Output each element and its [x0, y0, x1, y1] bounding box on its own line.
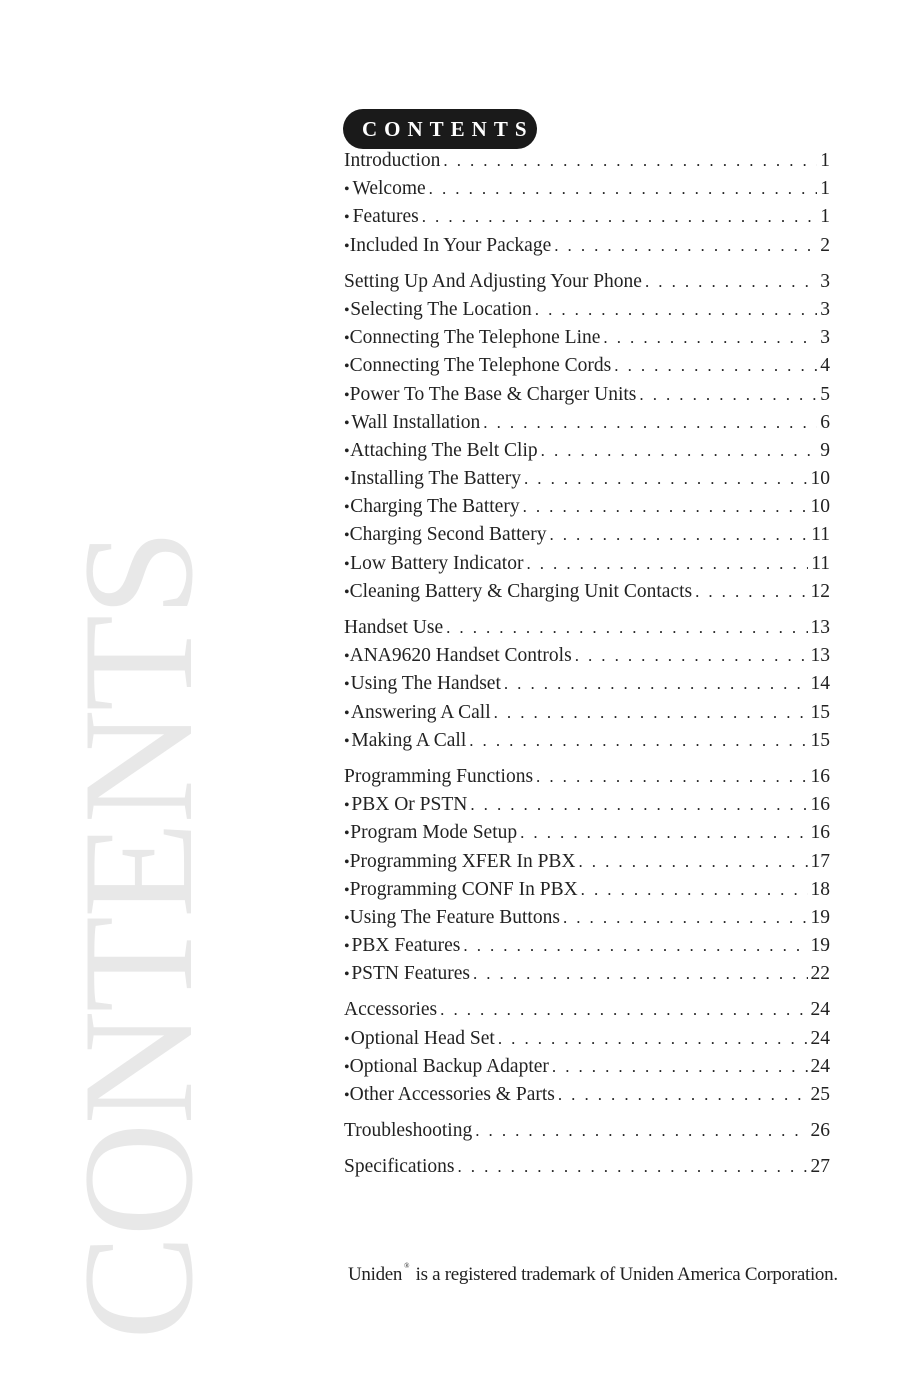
toc-entry-title: Specifications: [344, 1156, 455, 1178]
dot-leader: [457, 1157, 807, 1177]
toc-section: [344, 1120, 830, 1148]
toc-entry-page: 11: [811, 524, 830, 546]
bullet-icon: •: [344, 704, 350, 722]
toc-entry-page: 25: [810, 1084, 830, 1105]
toc-entry-title: Charging The Battery: [350, 496, 520, 518]
dot-leader: [470, 795, 807, 815]
toc-subentry[interactable]: [344, 879, 830, 907]
toc-entry-page: 9: [820, 439, 830, 461]
contents-heading-badge: CONTENTS: [343, 109, 537, 149]
toc-entry-page: 3: [820, 270, 830, 292]
bullet-icon: •: [344, 797, 350, 815]
toc-entry-page: 16: [810, 794, 830, 816]
toc-entry-title: Handset Use: [344, 617, 444, 638]
bullet-icon: •: [344, 209, 350, 227]
toc-entry-title: Cleaning Battery & Charging Unit Contacts: [349, 580, 693, 602]
toc-entry-page: 11: [811, 552, 830, 574]
toc-entry-page: 5: [820, 383, 830, 405]
toc-entry-page: 10: [810, 496, 830, 518]
toc-entry-title: Programming XFER In PBX: [349, 850, 576, 872]
toc-entry-title: Using The Handset: [350, 673, 501, 695]
toc-entry-page: 27: [810, 1156, 830, 1178]
toc-subentry[interactable]: [344, 935, 830, 963]
toc-entry[interactable]: [344, 1120, 830, 1148]
bullet-icon: •: [344, 181, 350, 199]
bullet-icon: •: [344, 1058, 350, 1076]
toc-entry-page: 22: [810, 963, 830, 985]
toc-entry-title: Low Battery Indicator: [350, 552, 524, 574]
toc-entry-title: Troubleshooting: [344, 1120, 473, 1142]
toc-entry[interactable]: [344, 1156, 830, 1184]
toc-entry-title: PBX Or PSTN: [351, 794, 468, 816]
toc-entry-title: Optional Backup Adapter: [349, 1055, 549, 1077]
bullet-icon: •: [344, 414, 350, 432]
toc-subentry[interactable]: [344, 355, 830, 383]
toc-entry-page: 1: [820, 150, 830, 171]
trademark-brand: Uniden: [348, 1264, 403, 1285]
bullet-icon: •: [344, 527, 350, 545]
toc-entry-title: Selecting The Location: [350, 298, 532, 320]
dot-leader: [603, 328, 817, 348]
toc-subentry[interactable]: [344, 299, 830, 327]
toc-entry-title: Other Accessories & Parts: [349, 1084, 555, 1105]
dot-leader: [520, 823, 807, 843]
dot-leader: [535, 300, 817, 320]
dot-leader: [422, 207, 818, 227]
toc-entry-page: 19: [810, 906, 830, 928]
toc-subentry[interactable]: [344, 794, 830, 822]
toc-entry-title: Connecting The Telephone Cords: [349, 355, 612, 377]
bullet-icon: •: [344, 676, 350, 694]
toc-subentry[interactable]: [344, 1028, 830, 1056]
toc-subentry[interactable]: [344, 468, 830, 496]
bullet-icon: •: [344, 938, 350, 956]
toc-entry-title: Making A Call: [351, 729, 467, 751]
bullet-icon: •: [344, 966, 350, 984]
bullet-icon: •: [344, 330, 350, 348]
toc-section: [344, 617, 830, 758]
dot-leader: [523, 497, 808, 517]
toc-entry-page: 16: [810, 822, 830, 844]
toc-entry-page: 17: [810, 850, 830, 872]
toc-entry-title: Program Mode Setup: [350, 822, 518, 844]
toc-entry[interactable]: [344, 617, 830, 645]
toc-entry-title: Connecting The Telephone Line: [349, 327, 601, 349]
dot-leader: [563, 908, 808, 928]
dot-leader: [541, 441, 818, 461]
toc-subentry[interactable]: [344, 1084, 830, 1112]
bullet-icon: •: [344, 881, 350, 899]
toc-entry-page: 24: [810, 999, 830, 1021]
dot-leader: [614, 356, 817, 376]
toc-entry-title: Setting Up And Adjusting Your Phone: [344, 270, 642, 292]
toc-subentry[interactable]: [344, 327, 830, 355]
toc-entry-page: 2: [820, 234, 830, 256]
toc-entry-page: 14: [810, 673, 830, 695]
bullet-icon: •: [344, 301, 350, 319]
dot-leader: [639, 385, 817, 405]
trademark-notice: [348, 1262, 838, 1286]
contents-watermark: CONTENTS: [51, 530, 226, 1340]
toc-subentry[interactable]: [344, 963, 830, 991]
dot-leader: [443, 151, 817, 171]
toc-entry-page: 15: [810, 729, 830, 751]
dot-leader: [440, 1000, 807, 1020]
toc-entry-page: 24: [810, 1027, 830, 1049]
toc-section: [344, 150, 830, 263]
toc-entry-title: Wall Installation: [351, 411, 481, 433]
dot-leader: [645, 272, 817, 292]
toc-entry-title: Charging Second Battery: [349, 524, 547, 546]
toc-entry-title: Installing The Battery: [350, 468, 521, 490]
dot-leader: [475, 1121, 807, 1141]
dot-leader: [575, 646, 808, 666]
toc-subentry[interactable]: [344, 178, 830, 206]
toc-entry-title: Programming CONF In PBX: [349, 878, 578, 900]
toc-subentry[interactable]: [344, 645, 830, 673]
bullet-icon: •: [344, 648, 350, 666]
toc-entry-page: 13: [810, 645, 830, 667]
bullet-icon: •: [344, 555, 350, 573]
toc-subentry[interactable]: [344, 581, 830, 609]
toc-subentry[interactable]: [344, 851, 830, 879]
bullet-icon: •: [344, 732, 350, 750]
bullet-icon: •: [344, 386, 350, 404]
toc-entry-page: 4: [820, 355, 830, 377]
toc-entry-page: 6: [820, 411, 830, 433]
toc-subentry[interactable]: [344, 440, 830, 468]
bullet-icon: •: [344, 825, 350, 843]
bullet-icon: •: [344, 471, 350, 489]
toc-entry[interactable]: [344, 999, 830, 1027]
toc-entry-page: 18: [810, 878, 830, 900]
toc-section: [344, 999, 830, 1112]
toc-entry[interactable]: [344, 150, 830, 178]
dot-leader: [429, 179, 818, 199]
toc-entry-title: Accessories: [344, 999, 438, 1021]
toc-entry-page: 12: [810, 580, 830, 602]
trademark-text: is a registered trademark of Uniden America Corporation.: [415, 1264, 838, 1285]
toc-entry-title: Attaching The Belt Clip: [350, 439, 538, 461]
toc-subentry[interactable]: [344, 1056, 830, 1084]
toc-subentry[interactable]: [344, 702, 830, 730]
toc-subentry[interactable]: [344, 822, 830, 850]
toc-subentry[interactable]: [344, 206, 830, 234]
toc-entry-title: Optional Head Set: [350, 1027, 495, 1049]
toc-entry[interactable]: [344, 766, 830, 794]
toc-entry-page: 26: [810, 1120, 830, 1142]
toc-entry-title: PSTN Features: [351, 963, 470, 985]
toc-entry-title: Included In Your Package: [349, 234, 552, 256]
dot-leader: [579, 852, 808, 872]
dot-leader: [524, 469, 808, 489]
toc-subentry[interactable]: [344, 730, 830, 758]
bullet-icon: •: [344, 358, 350, 376]
dot-leader: [549, 525, 808, 545]
dot-leader: [554, 236, 817, 256]
bullet-icon: •: [344, 583, 350, 601]
toc-entry-title: ANA9620 Handset Controls: [349, 645, 572, 667]
bullet-icon: •: [344, 237, 350, 255]
dot-leader: [473, 964, 808, 984]
toc-entry-title: Answering A Call: [350, 701, 491, 723]
toc-section: [344, 271, 830, 609]
toc-subentry[interactable]: [344, 907, 830, 935]
bullet-icon: •: [344, 1087, 350, 1104]
dot-leader: [552, 1057, 808, 1077]
toc-section: [344, 1156, 830, 1184]
toc-entry-page: 3: [820, 327, 830, 349]
dot-leader: [494, 703, 808, 723]
toc-entry-page: 24: [810, 1055, 830, 1077]
toc-entry-page: 3: [820, 298, 830, 320]
toc-entry-title: PBX Features: [351, 935, 461, 957]
toc-entry-title: Using The Feature Buttons: [349, 906, 560, 928]
toc-subentry[interactable]: [344, 384, 830, 412]
toc-section: [344, 766, 830, 992]
toc-subentry[interactable]: [344, 673, 830, 701]
toc-subentry[interactable]: [344, 412, 830, 440]
dot-leader: [504, 674, 808, 694]
toc-subentry[interactable]: [344, 235, 830, 263]
bullet-icon: •: [344, 499, 350, 517]
toc-entry-title: Features: [352, 206, 419, 228]
toc-entry-title: Introduction: [344, 150, 441, 171]
dot-leader: [446, 618, 807, 638]
bullet-icon: •: [344, 909, 350, 927]
dot-leader: [469, 731, 807, 751]
dot-leader: [695, 582, 807, 602]
toc-subentry[interactable]: [344, 553, 830, 581]
toc-entry-page: 15: [810, 701, 830, 723]
bullet-icon: •: [344, 853, 350, 871]
table-of-contents: [344, 150, 830, 1193]
toc-subentry[interactable]: [344, 496, 830, 524]
toc-subentry[interactable]: [344, 524, 830, 552]
bullet-icon: •: [344, 1030, 350, 1048]
bullet-icon: •: [344, 442, 350, 460]
dot-leader: [498, 1029, 808, 1049]
dot-leader: [463, 936, 807, 956]
dot-leader: [526, 554, 808, 574]
toc-entry[interactable]: [344, 271, 830, 299]
toc-entry-page: 16: [810, 765, 830, 787]
toc-entry-title: Programming Functions: [344, 765, 534, 787]
dot-leader: [536, 767, 807, 787]
registered-mark: ®: [404, 1262, 410, 1270]
dot-leader: [558, 1085, 808, 1105]
toc-entry-page: 1: [820, 206, 830, 228]
toc-entry-page: 19: [810, 935, 830, 957]
toc-entry-page: 1: [820, 178, 830, 200]
toc-entry-page: 10: [810, 468, 830, 490]
toc-entry-page: 13: [810, 617, 830, 638]
dot-leader: [581, 880, 808, 900]
dot-leader: [483, 413, 817, 433]
toc-entry-title: Welcome: [352, 178, 426, 200]
toc-entry-title: Power To The Base & Charger Units: [349, 383, 637, 405]
